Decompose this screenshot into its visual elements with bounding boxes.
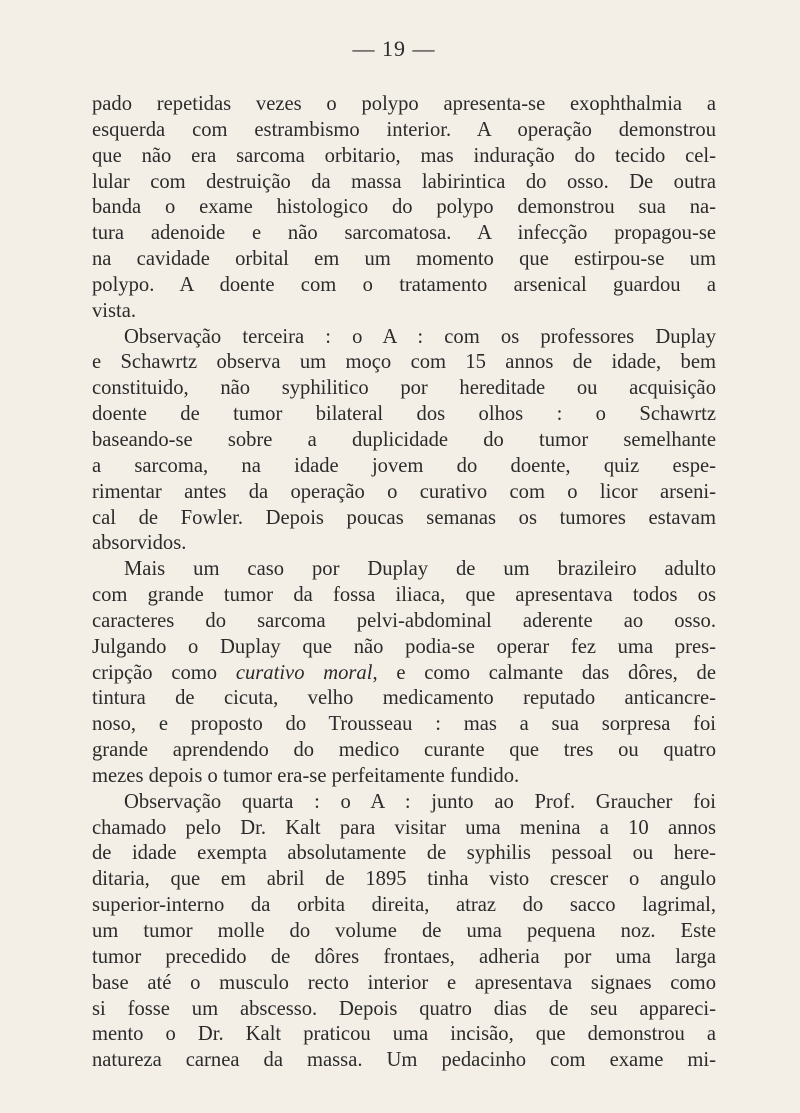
text-line: com grande tumor da fossa iliaca, que apresentava todos os [92,584,716,607]
text-line: ditaria, que em abril de 1895 tinha visto crescer o angulo [92,868,716,891]
text-line: si fosse um abscesso. Depois quatro dias de seu appareci- [92,997,716,1020]
text-line: tura adenoide e não sarcomatosa. A infecção propagou-se [92,222,716,245]
paragraph-4 [92,790,716,1074]
text-line: cal de Fowler. Depois poucas semanas os tumores estavam [92,506,716,529]
text-line: de idade exempta absolutamente de syphilis pessoal ou here- [92,842,716,865]
text-line: superior-interno da orbita direita, atraz do sacco lagrimal, [92,894,716,917]
text-line: constituido, não syphilitico por hereditade ou acquisição [92,377,716,400]
text-line: polypo. A doente com o tratamento arsenical guardou a [92,273,716,296]
text-line: caracteres do sarcoma pelvi-abdominal aderente ao osso. [92,609,716,632]
text-line: e Schawrtz observa um moço com 15 annos de idade, bem [92,351,716,374]
text-line: pado repetidas vezes o polypo apresenta-se exophthalmia a [92,93,716,115]
text-line: Mais um caso por Duplay de um brazileiro adulto [124,558,716,581]
text-line: Julgando o Duplay que não podia-se operar fez uma pres- [92,635,716,658]
paragraph-1 [92,92,716,325]
text-line: Observação quarta : o A : junto ao Prof. Graucher foi [124,790,716,813]
text-line: mezes depois o tumor era-se perfeitamente fundido. [92,764,520,787]
paragraph-3 [92,557,716,790]
text-line: noso, e proposto do Trousseau : mas a sua sorpresa foi [92,713,716,736]
text-line: a sarcoma, na idade jovem do doente, quiz espe- [92,454,716,477]
text-line: Observação terceira : o A : com os professores Duplay [124,325,716,348]
text-line italic-line: cripção como curativo moral, e como calmante das dôres, de [92,661,716,684]
paragraph-2 [92,325,716,558]
text-line: doente de tumor bilateral dos olhos : o Schawrtz [92,403,716,426]
text-line: um tumor molle do volume de uma pequena noz. Este [92,920,716,942]
text-line: que não era sarcoma orbitario, mas induração do tecido cel- [92,144,716,167]
body-text [92,92,716,1074]
text-line: tintura de cicuta, velho medicamento reputado anticancre- [92,687,716,710]
text-line: grande aprendendo do medico curante que tres ou quatro [92,739,716,762]
text-line: rimentar antes da operação o curativo com o licor arseni- [92,480,716,503]
text-line: base até o musculo recto interior e apresentava signaes como [92,971,716,994]
text-line: baseando-se sobre a duplicidade do tumor semelhante [92,428,716,451]
italic-phrase: curativo moral [235,661,373,684]
text-line: esquerda com estrambismo interior. A operação demonstrou [92,118,716,141]
text-line: na cavidade orbital em um momento que estirpou-se um [92,248,716,271]
text-line: natureza carnea da massa. Um pedacinho com exame mi- [92,1049,716,1072]
text-line: mento o Dr. Kalt praticou uma incisão, que demonstrou a [92,1023,716,1046]
text-line: tumor precedido de dôres frontaes, adheria por uma larga [92,945,716,968]
text-line: banda o exame histologico do polypo demonstrou sua na- [92,196,716,219]
text-line: chamado pelo Dr. Kalt para visitar uma menina a 10 annos [92,816,716,839]
page-number: — 19 — [352,36,436,61]
text-line: lular com destruição da massa labirintica do osso. De outra [92,170,716,193]
text-line: absorvidos. [92,532,187,555]
text-line: vista. [92,299,137,322]
